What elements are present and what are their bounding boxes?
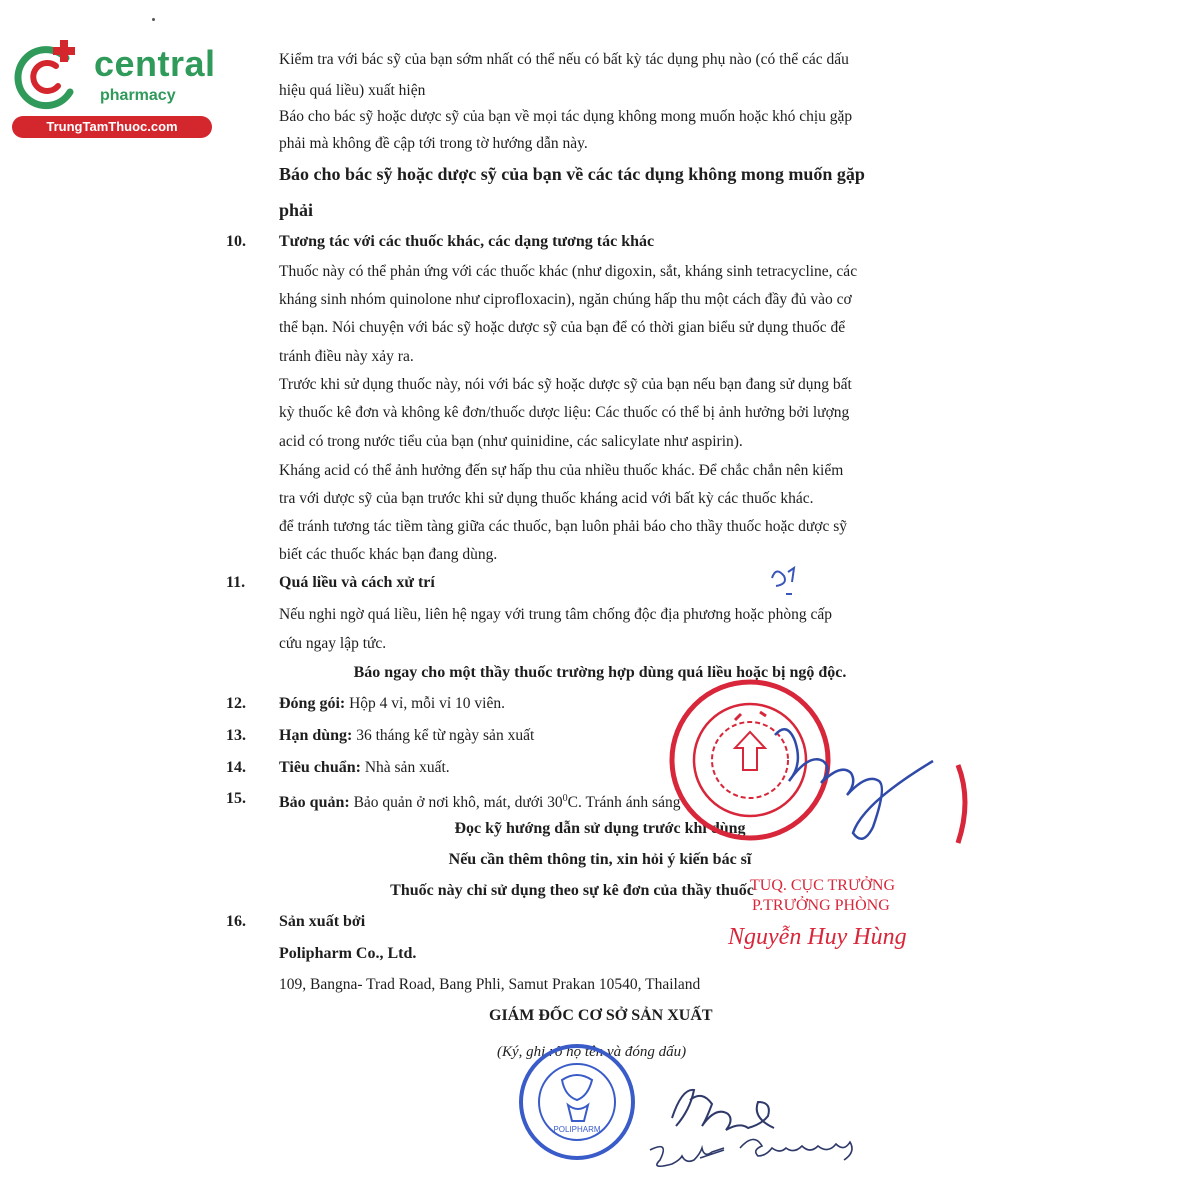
section-15-number: 15. [226, 790, 246, 807]
company-stamp-icon [521, 1046, 633, 1158]
manufacturer-name: Polipharm Co., Ltd. [279, 945, 417, 962]
standard-value: Nhà sản xuất. [360, 759, 450, 776]
more-info-note: Nếu cần thêm thông tin, xin hỏi ý kiến bác sĩ [448, 851, 752, 868]
storage-degree: 0 [562, 793, 568, 804]
storage-label: Bảo quản: [279, 794, 350, 812]
section-10-line: biết các thuốc khác bạn đang dùng. [279, 546, 498, 563]
official-title-1: TUQ. CỤC TRƯỞNG [750, 877, 896, 894]
intro-line-1: Kiểm tra với bác sỹ của bạn sớm nhất có thể nếu có bất kỳ tác dụng phụ nào (có thể các dấu [279, 51, 849, 68]
central-pharmacy-logo [8, 36, 218, 140]
section-10-line: để tránh tương tác tiềm tàng giữa các thuốc, bạn luôn phải báo cho thầy thuốc hoặc dược sỹ [279, 518, 847, 535]
central-pharmacy-mark-icon [8, 36, 88, 116]
director-instructions: (Ký, ghi rõ họ tên và đóng dấu) [497, 1044, 687, 1060]
section-10-line: tra với dược sỹ của bạn trước khi sử dụng thuốc kháng acid với bất kỳ các thuốc khác. [279, 490, 814, 507]
logo-sub: pharmacy [100, 87, 176, 104]
intro-line-4: phải mà không đề cập tới trong tờ hướng dẫn này. [279, 135, 588, 152]
prescription-note: Thuốc này chỉ sử dụng theo sự kê đơn của thầy thuốc [390, 882, 754, 899]
initials-mark [772, 568, 794, 594]
expiry-value: 36 tháng kể từ ngày sản xuất [352, 727, 535, 744]
official-title-2: P.TRƯỞNG PHÒNG [752, 897, 890, 914]
section-11-number: 11. [226, 574, 246, 591]
section-10-number: 10. [226, 233, 246, 250]
director-signature [672, 1090, 774, 1130]
logo-url[interactable]: TrungTamThuoc.com [12, 116, 212, 138]
section-10-line: Thuốc này có thể phản ứng với các thuốc khác (như digoxin, sắt, kháng sinh tetracycline, các [279, 263, 858, 280]
official-name: Nguyễn Huy Hùng [728, 924, 907, 950]
storage-row [279, 789, 680, 813]
packaging-row [279, 694, 505, 714]
section-12-number: 12. [226, 695, 246, 712]
director-title: GIÁM ĐỐC CƠ SỞ SẢN XUẤT [489, 1007, 713, 1024]
storage-value-2: C. Tránh ánh sáng [567, 794, 681, 812]
section-11-line: cứu ngay lập tức. [279, 635, 387, 652]
scan-dot [152, 18, 155, 21]
section-10-line: thể bạn. Nói chuyện với bác sỹ hoặc dược sỹ của bạn để có thời gian biểu sử dụng thuốc để [279, 319, 846, 336]
director-name-handwriting [650, 1139, 852, 1166]
section-10-line: acid có trong nước tiểu của bạn (như quinidine, các salicylate như aspirin). [279, 433, 743, 450]
stamp-arc-fragment [958, 765, 965, 843]
expiry-label: Hạn dùng: [279, 727, 353, 744]
expiry-row [279, 726, 534, 746]
intro-line-3: Báo cho bác sỹ hoặc dược sỹ của bạn về mọi tác dụng không mong muốn hoặc khó chịu gặp [279, 108, 853, 125]
intro-bold-2: phải [279, 200, 314, 220]
packaging-value: Hộp 4 vỉ, mỗi vỉ 10 viên. [345, 695, 505, 712]
read-instructions-note: Đọc kỹ hướng dẫn sử dụng trước khi dùng [454, 820, 746, 837]
intro-line-2: hiệu quá liều) xuất hiện [279, 82, 426, 99]
section-10-line: Trước khi sử dụng thuốc này, nói với bác sỹ hoặc dược sỹ của bạn nếu bạn đang sử dụng bất [279, 376, 852, 393]
svg-text:POLIPHARM: POLIPHARM [553, 1125, 601, 1134]
official-stamp-icon [672, 682, 828, 838]
section-11-line: Nếu nghi ngờ quá liều, liên hệ ngay với trung tâm chống độc địa phương hoặc phòng cấp [279, 606, 832, 623]
section-10-line: kỳ thuốc kê đơn và không kê đơn/thuốc dược liệu: Các thuốc có thể bị ảnh hưởng bởi lượng [279, 404, 850, 421]
section-16-title: Sản xuất bởi [279, 913, 366, 930]
section-10-line: tránh điều này xảy ra. [279, 348, 414, 365]
manufacturer-address: 109, Bangna- Trad Road, Bang Phli, Samut Prakan 10540, Thailand [279, 976, 701, 993]
standard-row [279, 758, 450, 778]
packaging-label: Đóng gói: [279, 695, 346, 712]
section-10-line: Kháng acid có thể ảnh hưởng đến sự hấp thu của nhiều thuốc khác. Để chắc chắn nên kiểm [279, 462, 844, 479]
intro-bold-1: Báo cho bác sỹ hoặc dược sỹ của bạn về các tác dụng không mong muốn gặp [279, 164, 865, 184]
section-10-line: kháng sinh nhóm quinolone như ciprofloxacin), ngăn chúng hấp thu một cách đầy đủ vào cơ [279, 291, 852, 308]
section-16-number: 16. [226, 913, 246, 930]
section-10-title: Tương tác với các thuốc khác, các dạng tương tác khác [279, 233, 655, 250]
logo-name: central [94, 43, 216, 84]
section-11-title: Quá liều và cách xử trí [279, 574, 435, 591]
storage-value: Bảo quản ở nơi khô, mát, dưới 30 [349, 794, 563, 812]
overdose-warning: Báo ngay cho một thầy thuốc trường hợp dùng quá liều hoặc bị ngộ độc. [353, 664, 847, 681]
section-14-number: 14. [226, 759, 246, 776]
standard-label: Tiêu chuẩn: [279, 759, 361, 776]
section-13-number: 13. [226, 727, 246, 744]
